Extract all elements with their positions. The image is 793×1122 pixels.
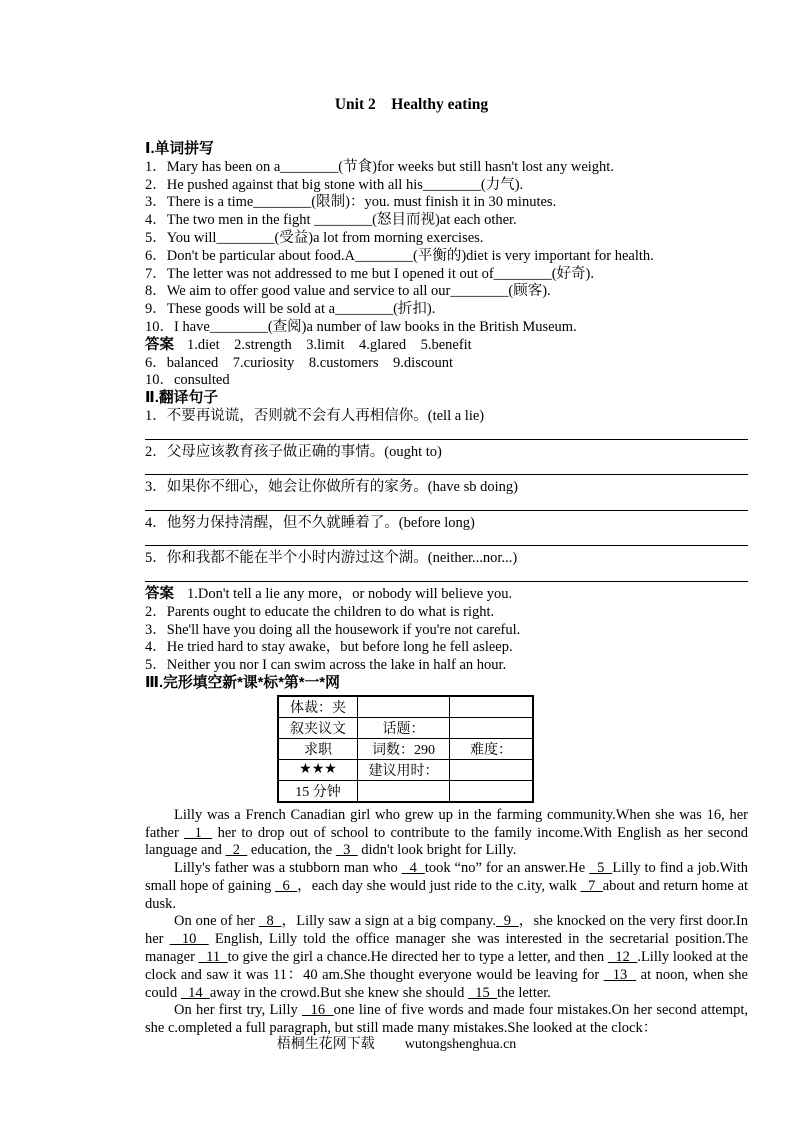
cloze-blank: 6	[275, 877, 298, 894]
section3-heading: Ⅲ.完形填空新*课*标*第*一*网	[145, 674, 340, 691]
answers-text: 1.diet 2.strength 3.limit 4.glared 5.benefit	[187, 336, 472, 353]
info-table-cell: 建议用时：	[358, 759, 450, 780]
info-table-cell: 求职	[278, 738, 358, 759]
page-footer	[0, 1036, 793, 1054]
cloze-paragraph-4: On her first try, Lilly 16 one line of five words and made four mistakes.On her second attempt, she c.ompleted a full paragraph, but still made many mistakes.She looked at the clock：	[145, 1002, 749, 1037]
section2-answers-line-2: 2．Parents ought to educate the children to do what is right.	[145, 603, 495, 620]
cloze-blank: 15	[467, 984, 497, 1001]
word-item-2: 2．He pushed against that big stone with all his________(力气).	[145, 176, 524, 193]
writing-line	[145, 568, 748, 582]
cloze-blank: 8	[258, 913, 282, 930]
section1-answers-line-2: 6．balanced 7.curiosity 8.customers 9.discount	[145, 354, 454, 371]
section1-heading: Ⅰ.单词拼写	[145, 141, 214, 157]
cloze-blank: 7	[580, 877, 603, 894]
cloze-blank: 9	[495, 913, 519, 930]
footer-site-url: wutongshenghua.cn	[404, 1037, 517, 1052]
info-table-cell: 体裁：夹	[278, 696, 358, 718]
word-item-10: 10．I have________(查阅)a number of law books in the British Museum.	[145, 318, 577, 335]
info-table-cell	[450, 759, 534, 780]
info-table-cell	[450, 696, 534, 718]
cloze-blank: 11	[198, 949, 228, 966]
cloze-paragraph-3: On one of her 8 ，Lilly saw a sign at a big company. 9 ，she knocked on the very first door.In her 10 English, Lilly told the office manager she was interested in the secretarial position.The manager 11 to give the girl a chance.He directed her to type a letter, and then 12 .Lilly looked at the clock and saw it was 11：40 am.She thought everyone would be leaving for 13 at noon, when she could 14 away in the crowd.But she knew she should 15 the letter.	[145, 913, 749, 1001]
writing-line	[145, 461, 748, 475]
info-table-cell: 难度：	[450, 738, 534, 759]
word-item-7: 7．The letter was not addressed to me but I opened it out of________(好奇).	[145, 265, 594, 282]
info-table-cell: 词数：290	[358, 738, 450, 759]
translate-item-2: 2．父母应该教育孩子做正确的事情。(ought to)	[145, 443, 442, 460]
answers-label: 答案	[145, 585, 174, 602]
cloze-blank: 4	[401, 860, 425, 877]
info-table-cell: ★★★	[278, 759, 358, 780]
translate-item-5: 5．你和我都不能在半个小时内游过这个湖。(neither...nor...)	[145, 550, 518, 567]
section2-answers-line-1	[145, 586, 748, 604]
info-table-row	[278, 759, 533, 780]
word-item-3: 3．There is a time________(限制)：you. must finish it in 30 minutes.	[145, 194, 557, 211]
page-title: Unit 2 Healthy eating	[334, 96, 489, 113]
info-table-cell	[450, 717, 534, 738]
writing-line	[145, 426, 748, 440]
cloze-paragraph-1: Lilly was a French Canadian girl who grew up in the farming community.When she was 16, her father 1 her to drop out of school to contribute to the family income.With English as her second language and 2 education, the 3 didn't look bright for Lilly.	[145, 806, 748, 859]
writing-line	[145, 497, 748, 511]
section2-answers-line-5: 5．Neither you nor I can swim across the lake in half an hour.	[145, 657, 507, 674]
cloze-blank: 12	[607, 949, 638, 966]
info-table-cell: 15 分钟	[278, 780, 358, 802]
info-table-cell	[450, 780, 534, 802]
cloze-blank: 1	[184, 824, 213, 841]
answers-text: 1.Don't tell a lie any more，or nobody will believe you.	[187, 585, 513, 602]
section1-answers-line-1	[145, 337, 748, 355]
word-item-5: 5．You will________(受益)a lot from morning exercises.	[145, 229, 484, 246]
cloze-blank: 16	[302, 1002, 334, 1019]
footer-site-name: 梧桐生花网下载	[276, 1037, 375, 1052]
translate-item-3: 3．如果你不细心，她会让你做所有的家务。(have sb doing)	[145, 479, 518, 496]
cloze-blank: 2	[225, 842, 248, 859]
cloze-paragraph-2: Lilly's father was a stubborn man who 4 took “no” for an answer.He 5 Lilly to find a job.With small hope of gaining 6 ，each day she would just ride to the c.ity, walk 7 about and return home at dusk.	[145, 860, 749, 912]
cloze-blank: 14	[180, 984, 210, 1001]
info-table-row	[278, 738, 533, 759]
info-table-row	[278, 717, 533, 738]
info-table-cell	[358, 696, 450, 718]
cloze-info-table	[277, 695, 534, 803]
word-item-6: 6．Don't be particular about food.A________(平衡的)diet is very important for health.	[145, 247, 654, 264]
info-table-cell: 叙夹议文	[278, 717, 358, 738]
info-table-row	[278, 696, 533, 718]
translate-item-4: 4．他努力保持清醒，但不久就睡着了。(before long)	[145, 514, 475, 531]
cloze-blank: 5	[589, 860, 613, 877]
word-item-9: 9．These goods will be sold at a________(折扣).	[145, 301, 436, 318]
section1-answers-line-3: 10．consulted	[145, 372, 230, 389]
writing-line	[145, 533, 748, 547]
word-item-4: 4．The two men in the fight ________(怒目而视)at each other.	[145, 212, 517, 229]
info-table-cell	[358, 780, 450, 802]
word-item-1: 1．Mary has been on a________(节食)for weeks but still hasn't lost any weight.	[145, 158, 614, 175]
cloze-blank: 3	[335, 842, 358, 859]
cloze-blank: 13	[603, 966, 637, 983]
answers-label: 答案	[145, 336, 174, 353]
cloze-blank: 10	[169, 931, 209, 948]
info-table-cell: 话题：	[358, 717, 450, 738]
section2-answers-line-4: 4．He tried hard to stay awake，but before long he fell asleep.	[145, 639, 513, 656]
section2-heading: Ⅱ.翻译句子	[145, 390, 219, 407]
section2-answers-line-3: 3．She'll have you doing all the housework if you're not careful.	[145, 621, 521, 638]
translate-item-1: 1．不要再说谎，否则就不会有人再相信你。(tell a lie)	[145, 407, 485, 424]
cloze-passage	[145, 807, 748, 1038]
info-table-row	[278, 780, 533, 802]
word-item-8: 8．We aim to offer good value and service to all our________(顾客).	[145, 283, 551, 300]
